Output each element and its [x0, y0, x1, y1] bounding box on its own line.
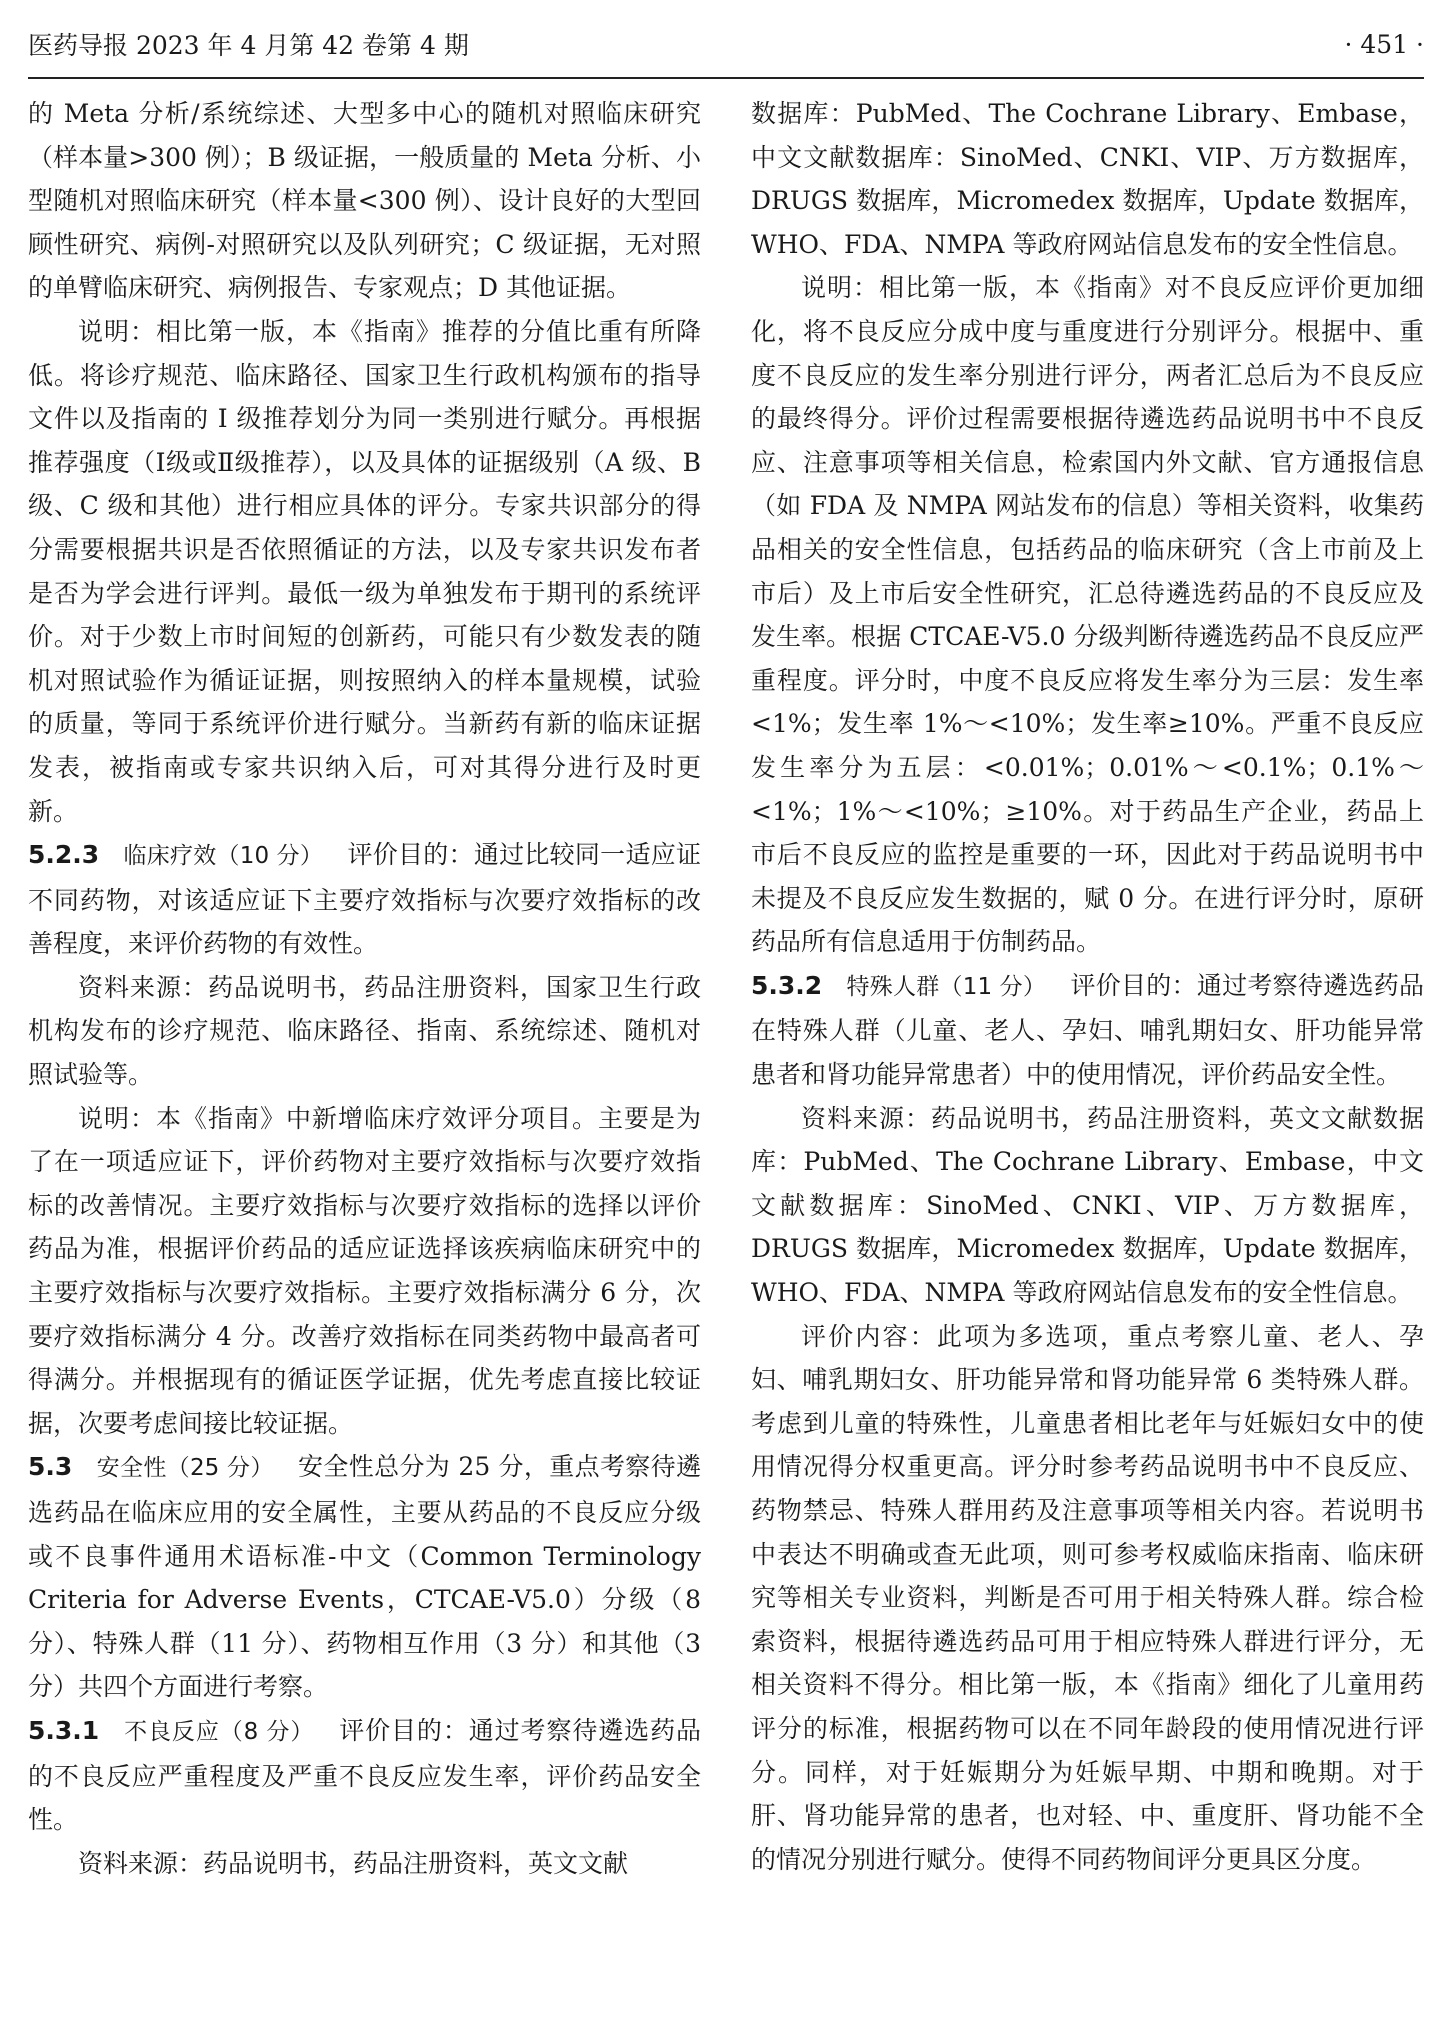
section-title: 临床疗效（10 分） [123, 843, 324, 870]
paragraph-guideline-note: 说明：相比第一版，本《指南》推荐的分值比重有所降低。将诊疗规范、临床路径、国家卫生行政机构颁布的指导文件以及指南的 I 级推荐划分为同一类别进行赋分。再根据推荐强度（Ⅰ级或Ⅱ级推荐），以及具体的证据级别（A 级、B 级、C 级和其他）进行相应具体的评分。专家共识部分的得分需要根据共识是否依照循证的方法，以及专家共识发布者是否为学会进行评判。最低一级为单独发布于期刊的系统评价。对于少数上市时间短的创新药，可能只有少数发表的随机对照试验作为循证证据，则按照纳入的样本量规模，试验的质量，等同于系统评价进行赋分。当新药有新的临床证据发表，被指南或专家共识纳入后，可对其得分进行及时更新。 [28, 316, 701, 826]
section-text: 评价目的：通过考察待遴选药品在特殊人群（儿童、老人、孕妇、哺乳期妇女、肝功能异常患者和肾功能异常患者）中的使用情况，评价药品安全性。 [751, 970, 1424, 1090]
paragraph-data-source-start: 资料来源：药品说明书，药品注册资料，英文文献 [78, 1848, 629, 1878]
paragraph-efficacy-note: 说明：本《指南》中新增临床疗效评分项目。主要是为了在一项适应证下，评价药物对主要疗效指标与次要疗效指标的改善情况。主要疗效指标与次要疗效指标的选择以评价药品为准，根据评价药品的适应证选择该疾病临床研究中的主要疗效指标与次要疗效指标。主要疗效指标满分 6 分，次要疗效指标满分 4 分。改善疗效指标在同类药物中最高者可得满分。并根据现有的循证医学证据，优先考虑直接比较证据，次要考虑间接比较证据。 [28, 1103, 701, 1438]
paragraph-evidence-levels: 的 Meta 分析/系统综述、大型多中心的随机对照临床研究（样本量>300 例）；B 级证据，一般质量的 Meta 分析、小型随机对照临床研究（样本量<300 例）、设计良好的大型回顾性研究、病例-对照研究以及队列研究；C 级证据，无对照的单臂临床研究、病例报告、专家观点；D 其他证据。 [28, 99, 701, 303]
section-number: 5.3 [28, 1452, 73, 1482]
paragraph-data-source: 资料来源：药品说明书，药品注册资料，国家卫生行政机构发布的诊疗规范、临床路径、指南、系统综述、随机对照试验等。 [28, 972, 701, 1090]
section-number: 5.3.2 [751, 970, 823, 1000]
section-5-3 [28, 1445, 701, 1709]
paragraph-evaluation-content: 评价内容：此项为多选项，重点考察儿童、老人、孕妇、哺乳期妇女、肝功能异常和肾功能异常 6 类特殊人群。考虑到儿童的特殊性，儿童患者相比老年与妊娠妇女中的使用情况得分权重更高。评分时参考药品说明书中不良反应、药物禁忌、特殊人群用药及注意事项等相关内容。若说明书中表达不明确或查无此项，则可参考权威临床指南、临床研究等相关专业资料，判断是否可用于相关特殊人群。综合检索资料，根据待遴选药品可用于相应特殊人群进行评分，无相关资料不得分。相比第一版，本《指南》细化了儿童用药评分的标准，根据药物可以在不同年龄段的使用情况进行评分。同样，对于妊娠期分为妊娠早期、中期和晚期。对于肝、肾功能异常的患者，也对轻、中、重度肝、肾功能不全的情况分别进行赋分。使得不同药物间评分更具区分度。 [751, 1321, 1424, 1874]
section-text: 安全性总分为 25 分，重点考察待遴选药品在临床应用的安全属性，主要从药品的不良反应分级或不良事件通用术语标准-中文（Common Terminology Criteria for Adverse Events，CTCAE-V5.0）分级（8 分）、特殊人群（11 分）、药物相互作用（3 分）和其他（3 分）共四个方面进行考察。 [28, 1452, 701, 1702]
section-5-3-1 [28, 1709, 701, 1842]
section-number: 5.2.3 [28, 840, 100, 870]
section-title: 特殊人群（11 分） [846, 973, 1047, 1000]
header-rule [28, 77, 1424, 79]
section-5-3-2 [751, 964, 1424, 1097]
section-title: 不良反应（8 分） [123, 1718, 315, 1745]
section-text: 评价目的：通过比较同一适应证不同药物，对该适应证下主要疗效指标与次要疗效指标的改善程度，来评价药物的有效性。 [28, 840, 701, 959]
section-number: 5.3.1 [28, 1715, 100, 1745]
section-5-2-3 [28, 833, 701, 966]
paragraph-databases: 数据库：PubMed、The Cochrane Library、Embase，中文文献数据库：SinoMed、CNKI、VIP、万方数据库，DRUGS 数据库，Micromedex 数据库，Update 数据库，WHO、FDA、NMPA 等政府网站信息发布的安全性信息。 [751, 99, 1424, 259]
journal-info: 医药导报 2023 年 4 月第 42 卷第 4 期 [28, 31, 469, 60]
running-header [28, 22, 1424, 66]
paragraph-data-source: 资料来源：药品说明书，药品注册资料，英文文献数据库：PubMed、The Cochrane Library、Embase，中文文献数据库：SinoMed、CNKI、VIP、万方数据库，DRUGS 数据库，Micromedex 数据库，Update 数据库，WHO、FDA、NMPA 等政府网站信息发布的安全性信息。 [751, 1103, 1424, 1308]
section-text: 评价目的：通过考察待遴选药品的不良反应严重程度及严重不良反应发生率，评价药品安全性。 [28, 1715, 701, 1835]
section-title: 安全性（25 分） [96, 1455, 274, 1482]
right-column [751, 92, 1424, 1881]
page-number: · 451 · [1344, 29, 1424, 59]
paragraph-adverse-reaction-note: 说明：相比第一版，本《指南》对不良反应评价更加细化，将不良反应分成中度与重度进行分别评分。根据中、重度不良反应的发生率分别进行评分，两者汇总后为不良反应的最终得分。评价过程需要根据待遴选药品说明书中不良反应、注意事项等相关信息，检索国内外文献、官方通报信息（如 FDA 及 NMPA 网站发布的信息）等相关资料，收集药品相关的安全性信息，包括药品的临床研究（含上市前及上市后）及上市后安全性研究，汇总待遴选药品的不良反应及发生率。根据 CTCAE-V5.0 分级判断待遴选药品不良反应严重程度。评分时，中度不良反应将发生率分为三层：发生率<1%；发生率 1%～<10%；发生率≥10%。严重不良反应发生率分为五层：<0.01%；0.01%～<0.1%；0.1%～<1%；1%～<10%；≥10%。对于药品生产企业，药品上市后不良反应的监控是重要的一环，因此对于药品说明书中未提及不良反应发生数据的，赋 0 分。在进行评分时，原研药品所有信息适用于仿制药品。 [751, 273, 1424, 957]
left-column [28, 92, 701, 1885]
